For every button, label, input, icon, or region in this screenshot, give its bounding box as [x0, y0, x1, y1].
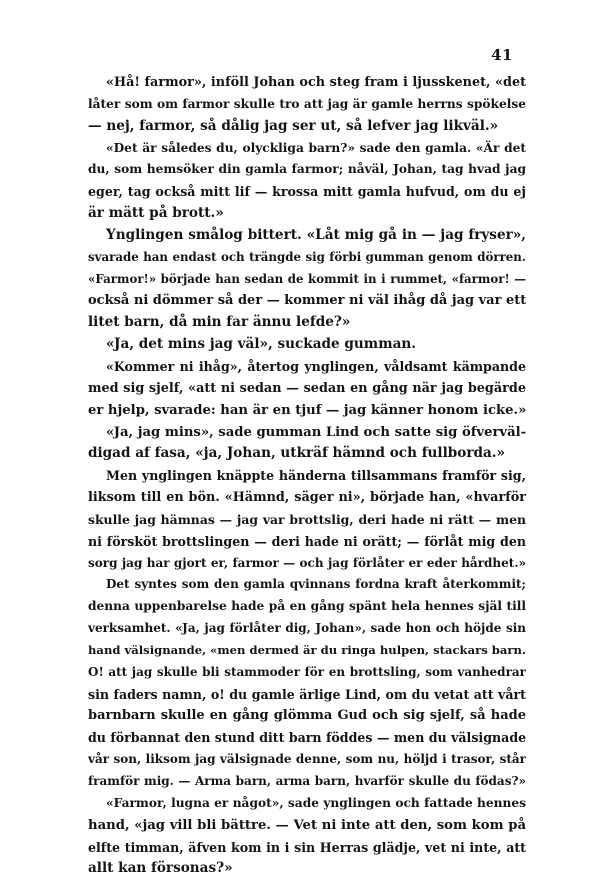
text-line: litet barn, då min far ännu lefde?»: [88, 314, 351, 331]
text-line: Men ynglingen knäppte händerna tillsammans framför sig,: [106, 468, 526, 484]
text-line: «Ja, jag mins», sade gumman Lind och satte sig öfverväl-: [106, 424, 526, 440]
text-line: låter som om farmor skulle tro att jag är gamle herrns spökelse: [88, 96, 526, 111]
page-number: 41: [491, 46, 513, 64]
text-line: hand välsignande, «men dermed är du ringa hulpen, stackars barn.: [88, 642, 526, 657]
text-line: O! att jag skulle bli stammoder för en brottsling, som vanhedrar: [88, 664, 526, 679]
text-line: sin faders namn, o! du gamle ärlige Lind, om du vetat att vårt: [88, 686, 526, 702]
text-line: skulle jag hämnas — jag var brottslig, deri hade ni rätt — men: [88, 511, 526, 527]
text-line: svarade han endast och trängde sig förbi gumman genom dörren.: [88, 249, 526, 264]
text-line: vår son, liksom jag välsignade denne, som nu, höljd i trasor, står: [88, 752, 526, 767]
text-line: digad af fasa, «ja, Johan, utkräf hämnd och fullborda.»: [88, 445, 506, 462]
text-line: elfte timman, äfven kom in i sin Herras glädje, vet ni inte, att: [88, 839, 526, 855]
text-line: är mätt på brott.»: [88, 205, 224, 222]
text-line: Ynglingen smålog bittert. «Låt mig gå in — jag fryser»,: [106, 226, 526, 243]
text-line: liksom till en bön. «Hämnd, säger ni», började han, «hvarför: [88, 490, 526, 506]
text-line: «Hå! farmor», inföll Johan och steg fram i ljusskenet, «det: [106, 75, 526, 90]
text-line: er hjelp, svarade: han är en tjuf — jag känner honom icke.»: [88, 402, 526, 418]
text-line: «Ja, det mins jag väl», suckade gumman.: [106, 336, 417, 353]
text-line: barnbarn skulle en gång glömma Gud och sig sjelf, så hade: [88, 708, 526, 724]
text-line: «Det är således du, olyckliga barn?» sade den gamla. «Är det: [106, 140, 526, 155]
text-line: eger, tag också mitt lif — krossa mitt gamla hufvud, om du ej: [88, 184, 526, 200]
text-line: — nej, farmor, så dålig jag ser ut, så lefver jag likväl.»: [88, 117, 499, 134]
body-text: [88, 72, 526, 880]
text-line: framför mig. — Arma barn, arma barn, hvarför skulle du födas?»: [88, 774, 526, 788]
text-line: du, som hemsöker din gamla farmor; nåväl, Johan, tag hvad jag: [88, 162, 526, 177]
text-line: «Kommer ni ihåg», återtog ynglingen, våldsamt kämpande: [106, 358, 526, 374]
text-line: sorg jag har gjort er, farmor — och jag förlåter er eder hårdhet.»: [88, 555, 526, 570]
text-line: hand, «jag vill bli bättre. — Vet ni inte att den, som kom på: [88, 817, 526, 833]
text-line: allt kan försonas?»: [88, 860, 233, 877]
text-line: «Farmor, lugna er något», sade ynglingen och fattade hennes: [106, 795, 526, 810]
text-line: ni försköt brottslingen — deri hade ni orätt; — förlåt mig den: [88, 533, 526, 549]
text-line: «Farmor!» började han sedan de kommit in i rummet, «farmor! —: [88, 271, 526, 286]
text-line: Det syntes som den gamla qvinnans fordna kraft återkommit;: [106, 577, 526, 592]
text-line: du förbannat den stund ditt barn föddes — men du välsignade: [88, 730, 526, 746]
text-line: denna uppenbarelse hade på en gång spänt hela hennes själ till: [88, 599, 526, 614]
text-line: också ni dömmer så der — kommer ni väl ihåg då jag var ett: [88, 293, 526, 309]
text-line: med sig sjelf, «att ni sedan — sedan en gång när jag begärde: [88, 380, 526, 396]
text-line: verksamhet. «Ja, jag förlåter dig, Johan», sade hon och höjde sin: [88, 621, 526, 636]
